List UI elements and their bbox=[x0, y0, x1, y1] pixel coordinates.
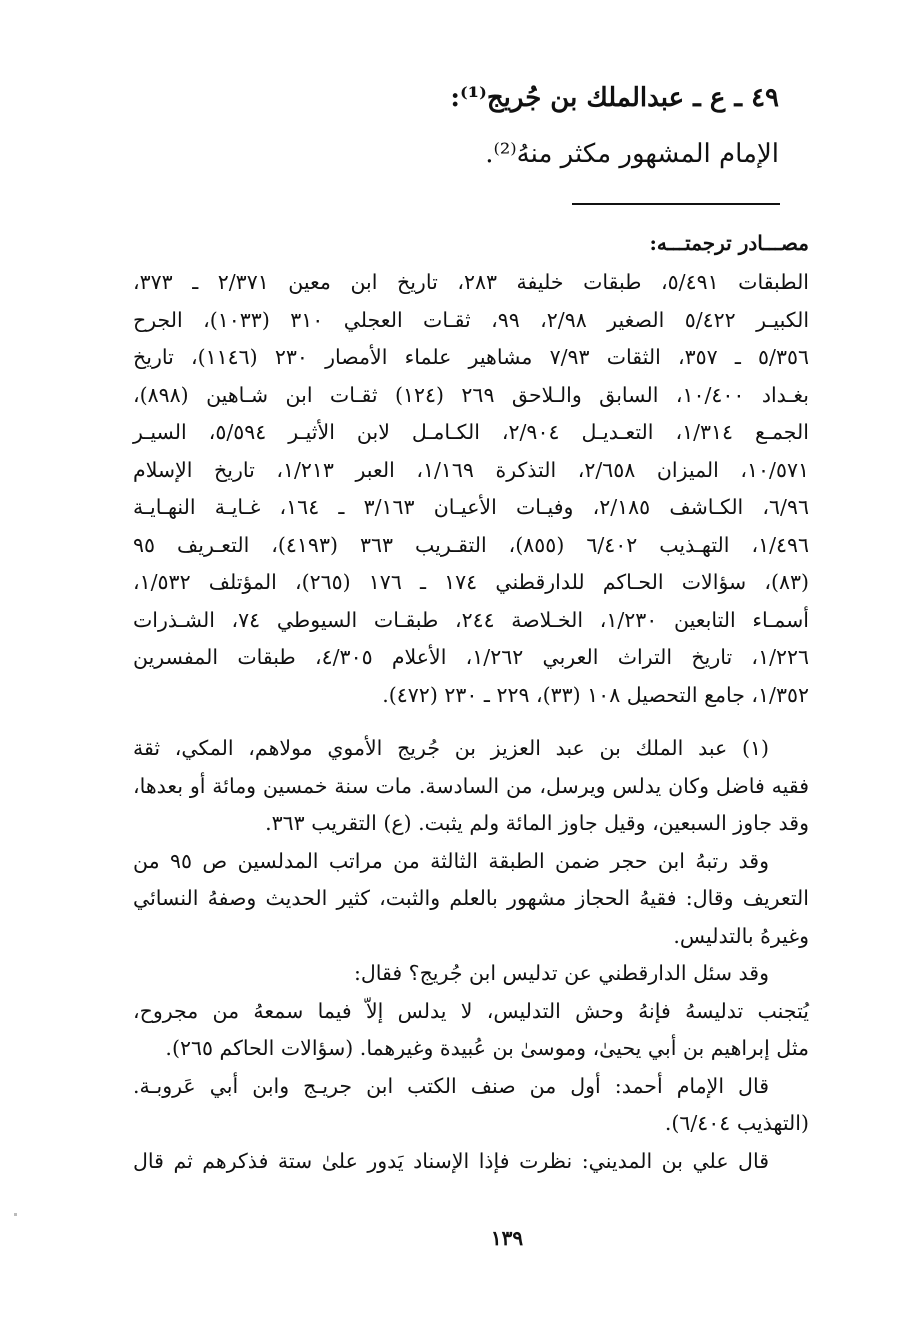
sources-line: ١٠/٥٧١، الميزان ٢/٦٥٨، التذكرة ١/١٦٩، العبر ١/٢١٣، تاريخ الإسلام bbox=[133, 457, 809, 482]
footnotes bbox=[133, 730, 809, 1180]
sources-line: ٦/٩٦، الكـاشف ٢/١٨٥، وفيـات الأعيـان ٣/١٦٣ ـ ١٦٤، غـايـة النهـايـة bbox=[133, 495, 809, 519]
sources-line: الطبقات ٥/٤٩١، طبقات خليفة ٢٨٣، تاريخ ابن معين ٢/٣٧١ ـ ٣٧٣، bbox=[133, 270, 810, 294]
sources-line: ١/٤٩٦، التهـذيب ٦/٤٠٢ (٨٥٥)، التقـريب ٣٦٣ (٤١٩٣)، التعـريف ٩٥ bbox=[133, 532, 810, 557]
sources-title: مصـــادر ترجمتـــه: bbox=[649, 231, 809, 255]
footnote-line: يُتجنب تدليسهُ فإنهُ وحش التدليس، لا يدلس إلاّ فيما سمعهُ من مجروح، bbox=[133, 998, 809, 1023]
sources-line: الجمـع ١/٣١٤، التعـديـل ٢/٩٠٤، الكـامـل لابن الأثيـر ٥/٥٩٤، السيـر bbox=[133, 420, 809, 444]
footnote-line: (١) عبد الملك بن عبد العزيز بن جُريج الأموي مولاهم، المكي، ثقة bbox=[133, 736, 769, 760]
sources-line: بغـداد ١٠/٤٠٠، السابق والـلاحق ٢٦٩ (١٢٤) ثقـات ابن شـاهين (٨٩٨)، bbox=[133, 382, 809, 407]
sources-line: الكبيـر ٥/٤٢٢ الصغير ٢/٩٨، ٩٩، ثقـات العجلي ٣١٠ (١٠٣٣)، الجرح bbox=[133, 307, 810, 332]
footnote-line: قال الإمام أحمد: أول من صنف الكتب ابن جريـج وابن أبي عَروبـة. bbox=[133, 1073, 769, 1098]
sources-line: أسمـاء التابعين ١/٢٣٠، الخـلاصة ٢٤٤، طبقـات السيوطي ٧٤، الشـذرات bbox=[133, 607, 809, 632]
sources-line: ١/٢٢٦، تاريخ التراث العربي ١/٢٦٢، الأعلام ٤/٣٠٥، طبقات المفسرين bbox=[133, 645, 810, 669]
footnote-line: وقد جاوز السبعين، وقيل جاوز المائة ولم يثبت. (ع) التقريب ٣٦٣. bbox=[265, 811, 809, 835]
footnote-paragraph bbox=[133, 1068, 809, 1143]
footnote-paragraph bbox=[133, 843, 809, 956]
entry-heading bbox=[139, 70, 779, 182]
footnote-line: وغيرهُ بالتدليس. bbox=[673, 923, 809, 948]
sources-line: (٨٣)، سؤالات الحـاكم للدارقطني ١٧٤ ـ ١٧٦ (٢٦٥)، المؤتلف ١/٥٣٢، bbox=[133, 570, 810, 594]
footnote-paragraph bbox=[133, 955, 809, 993]
page-number: ١٣٩ bbox=[490, 1226, 524, 1250]
footnote-line: التعريف وقال: فقيهُ الحجاز مشهور بالعلم والثبت، كثير الحديث وصفهُ النسائي bbox=[133, 886, 809, 910]
footnote-paragraph bbox=[133, 993, 809, 1068]
footnote-paragraph bbox=[133, 1143, 809, 1181]
footnote-separator bbox=[572, 203, 780, 205]
scan-mark bbox=[14, 1213, 17, 1216]
entry-title: ٤٩ ـ ع ـ عبدالملك بن جُريج⁽¹⁾: bbox=[450, 83, 779, 113]
sources-line: ٥/٣٥٦ ـ ٣٥٧، الثقات ٧/٩٣ مشاهير علماء الأمصار ٢٣٠ (١١٤٦)، تاريخ bbox=[133, 345, 809, 369]
footnote-line: (التهذيب ٦/٤٠٤). bbox=[664, 1111, 809, 1135]
footnote-line: وقد سئل الدارقطني عن تدليس ابن جُريج؟ فقال: bbox=[353, 961, 769, 985]
footnote-line: قال علي بن المديني: نظرت فإذا الإسناد يَدور علىٰ ستة فذكرهم ثم قال bbox=[133, 1148, 769, 1173]
footnote-line: وقد رتبهُ ابن حجر ضمن الطبقة الثالثة من مراتب المدلسين ص ٩٥ من bbox=[133, 848, 769, 873]
footnote-paragraph bbox=[133, 730, 809, 843]
footnote-line: فقيه فاضل وكان يدلس ويرسل، من السادسة. مات سنة خمسين ومائة أو بعدها، bbox=[133, 773, 809, 798]
entry-description: الإمام المشهور مكثر منهُ⁽²⁾. bbox=[485, 139, 779, 169]
sources-line: ١/٣٥٢، جامع التحصيل ١٠٨ (٣٣)، ٢٢٩ ـ ٢٣٠ (٤٧٢). bbox=[382, 682, 809, 707]
footnote-line: مثل إبراهيم بن أبي يحيىٰ، وموسىٰ بن عُبيدة وغيرهما. (سؤالات الحاكم ٢٦٥). bbox=[165, 1036, 809, 1060]
sources-list bbox=[133, 264, 809, 714]
